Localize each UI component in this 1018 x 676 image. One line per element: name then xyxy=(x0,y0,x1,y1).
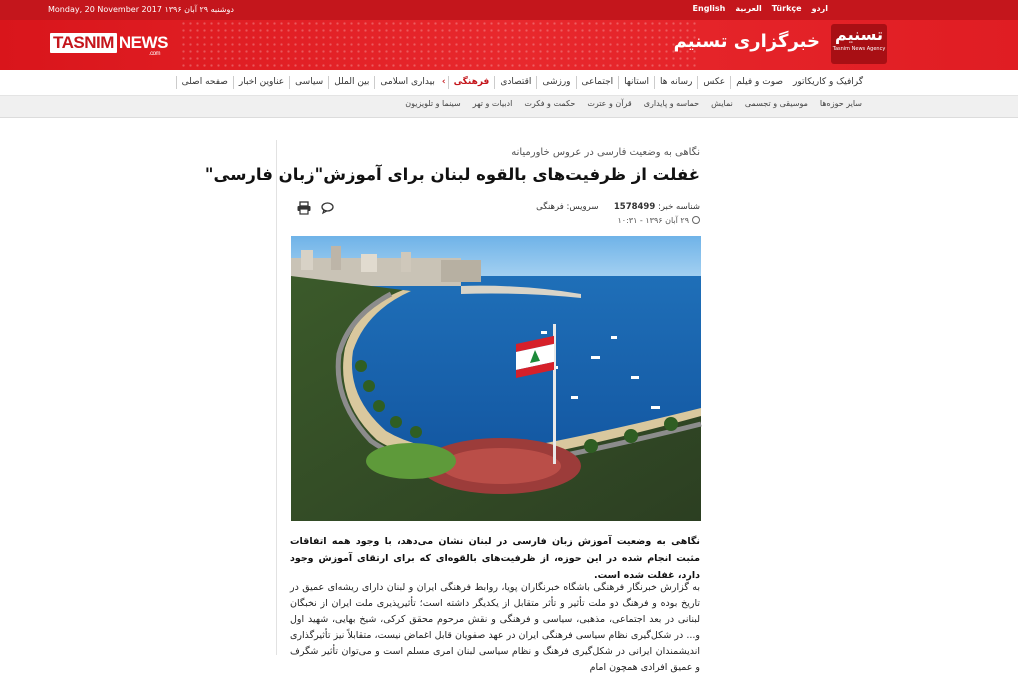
lang-english-link[interactable]: English xyxy=(692,4,726,13)
main-navigation xyxy=(0,70,1018,96)
logo-domain-text: .com xyxy=(149,51,161,57)
sub-navigation xyxy=(0,96,1018,118)
nav-economy[interactable]: اقتصادی xyxy=(494,76,536,89)
nav-photo[interactable]: عکس xyxy=(697,76,730,89)
nav-culture[interactable]: فرهنگی xyxy=(448,76,495,89)
service-label: سرویس: xyxy=(566,202,599,212)
subnav-music-visual[interactable]: موسیقی و تجسمی xyxy=(744,99,808,108)
nav-sports[interactable]: ورزشی xyxy=(536,76,575,89)
subnav-cinema-tv[interactable]: سینما و تلویزیون xyxy=(405,99,461,108)
nav-international[interactable]: بین الملل xyxy=(328,76,374,89)
article-lead: نگاهی به وضعیت آموزش زبان فارسی در لبنان نشان می‌دهد، با وجود همه اتفاقات مثبت انجام شده در این حوزه، از ظرفیت‌های بالقوه‌ای که برای ارتقای آموزش وجود دارد، غفلت شده است. xyxy=(290,536,700,581)
article-kicker: نگاهی به وضعیت فارسی در عروس خاورمیانه xyxy=(511,147,700,158)
subnav-other[interactable]: سایر حوزه‌ها xyxy=(819,99,862,108)
nav-provinces[interactable]: استانها xyxy=(618,76,654,89)
nav-audio-video[interactable]: صوت و فیلم xyxy=(730,76,788,89)
header-map-pattern xyxy=(180,20,700,70)
lang-arabic-link[interactable]: العربية xyxy=(735,4,762,13)
article-meta xyxy=(536,202,700,212)
subnav-epic-resistance[interactable]: حماسه و پایداری xyxy=(643,99,700,108)
lang-turkish-link[interactable]: Türkçe xyxy=(771,4,802,13)
persian-logo-text[interactable]: خبرگزاری تسنیم xyxy=(673,31,820,52)
article-date xyxy=(617,216,700,225)
news-id-label: شناسه خبر: xyxy=(657,202,700,212)
article-tools xyxy=(297,202,334,217)
language-switcher xyxy=(693,4,828,13)
print-icon[interactable] xyxy=(297,202,311,217)
article-datetime: ۲۹ آبان ۱۳۹۶ - ۱۰:۳۱ xyxy=(617,216,689,225)
nav-politics[interactable]: سیاسی xyxy=(289,76,328,89)
chevron-left-icon: › xyxy=(441,77,446,87)
news-id-value: 1578499 xyxy=(613,202,656,212)
tasnim-emblem-icon[interactable] xyxy=(831,24,887,64)
nav-social[interactable]: اجتماعی xyxy=(576,76,619,89)
comment-icon[interactable] xyxy=(321,202,334,217)
article-container xyxy=(204,140,704,673)
logo-box-text: TASNIM xyxy=(50,33,117,53)
article-body: به گزارش خبرنگار فرهنگی باشگاه خبرنگاران پویا، روابط فرهنگی ایران و لبنان دارای ریشه‌ای عمیق در تاریخ بوده و فرهنگ دو ملت تأثیر و تأثر متقابل از یکدیگر داشته است؛ تأثیرپذیری ملت ایران از نخبگان لبنانی در بعد اجتماعی، مذهبی، سیاسی و فرهنگی و نقش مرحوم محقق کرکی، شیخ بهایی، شهید اول و... در شکل‌گیری نظام سیاسی فرهنگی ایران در عهد صفویان قابل اغماض نیست، متقابلاً نیز تأثیرگذاری اندیشمندان ایرانی در شکل‌گیری فرهنگ و نظام سیاسی لبنان امری مسلم است و می‌توان تأثیر شگرف و عمیق افرادی همچون امام xyxy=(290,582,700,673)
site-header xyxy=(0,20,1018,70)
nav-graphics[interactable]: گرافیک و کاریکاتور xyxy=(793,77,863,87)
nav-headlines[interactable]: عناوین اخبار xyxy=(233,76,289,89)
subnav-wisdom-thought[interactable]: حکمت و فکرت xyxy=(524,99,576,108)
logo-news-text: NEWS xyxy=(118,33,168,52)
article-title: غفلت از ظرفیت‌های بالقوه لبنان برای آموزش"زبان فارسی" xyxy=(204,165,700,184)
lebanon-coast-image xyxy=(291,236,701,521)
nav-home[interactable]: صفحه اصلی xyxy=(176,76,233,89)
top-bar xyxy=(0,0,1018,20)
subnav-quran[interactable]: قرآن و عترت xyxy=(587,99,632,108)
subnav-literature-art[interactable]: ادبیات و تهر xyxy=(472,99,513,108)
article-photo xyxy=(291,236,701,521)
emblem-glyph: تسنیم xyxy=(835,25,883,44)
date-text: Monday, 20 November 2017 دوشنبه ۲۹ آبان ۱۳۹۶ xyxy=(48,5,234,14)
clock-icon xyxy=(692,216,700,224)
service-value[interactable]: فرهنگی xyxy=(536,202,564,212)
nav-media[interactable]: رسانه ها xyxy=(654,76,697,89)
subnav-theater[interactable]: نمایش xyxy=(711,99,733,108)
tasnim-news-logo[interactable] xyxy=(50,33,168,57)
nav-islamic-awakening[interactable]: بیداری اسلامی xyxy=(374,76,439,89)
lang-urdu-link[interactable]: اردو xyxy=(811,4,828,13)
emblem-caption: Tasnim News Agency xyxy=(832,46,886,52)
